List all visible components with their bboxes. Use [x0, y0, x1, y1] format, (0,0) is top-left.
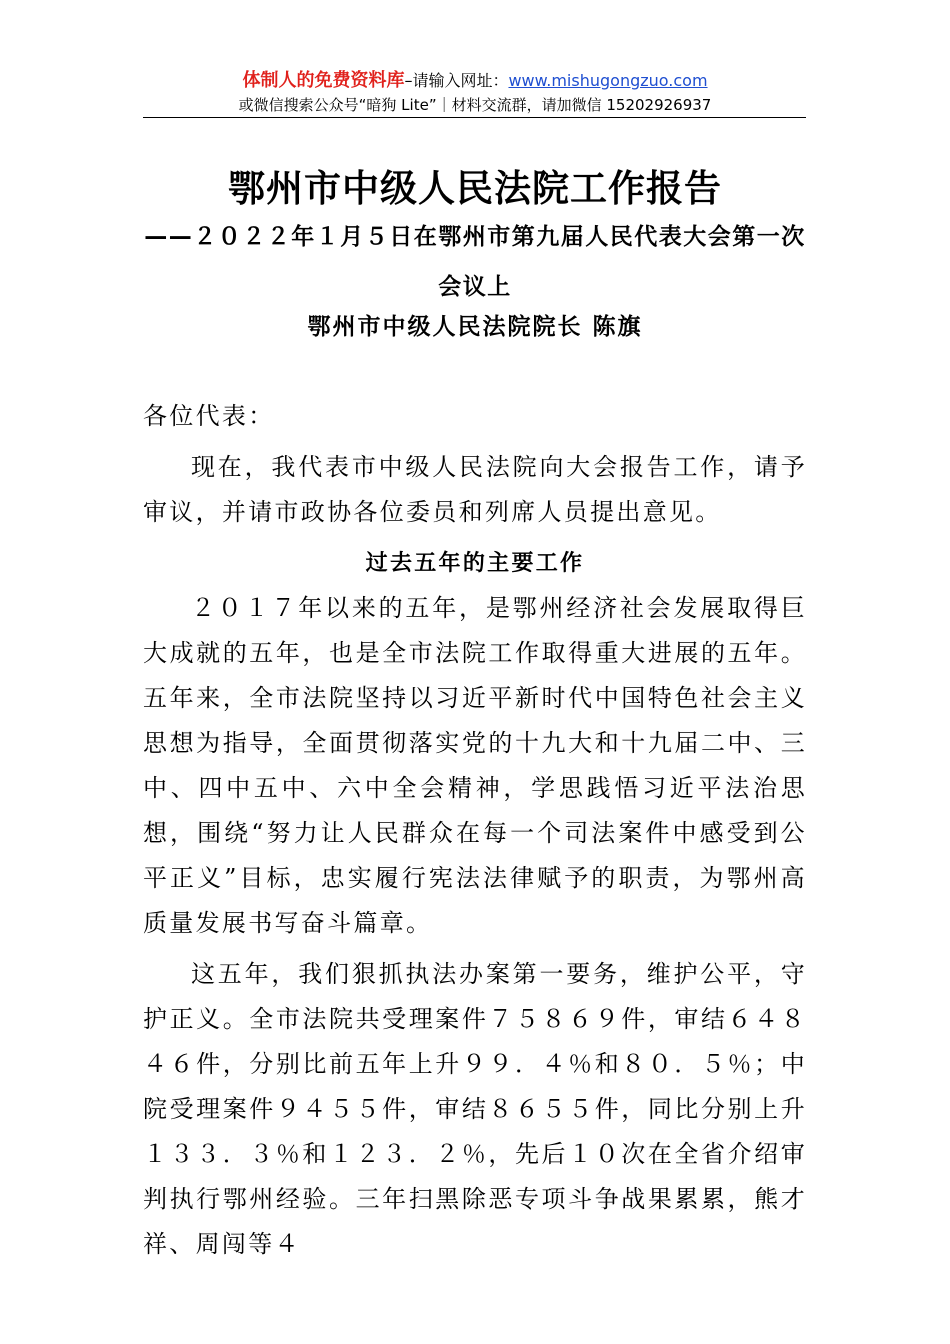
brand-name: 体制人的免费资料库 — [242, 70, 405, 91]
body-paragraph-1: ２０１７年以来的五年，是鄂州经济社会发展取得巨大成就的五年，也是全市法院工作取得重大进展的五年。五年来，全市法院坚持以习近平新时代中国特色社会主义思想为指导，全面贯彻落实党的十九大和十九届二中、三中、四中五中、六中全会精神，学思践悟习近平法治思想，围绕“努力让人民群众在每一个司法案件中感受到公平正义”目标，忠实履行宪法法律赋予的职责，为鄂州高质量发展书写奋斗篇章。 — [143, 594, 807, 937]
salutation: 各位代表： — [143, 402, 275, 430]
document-subtitle: ——２０２２年１月５日在鄂州市第九届人民代表大会第一次会议上 — [144, 224, 806, 300]
url-prompt: –请输入网址： — [404, 71, 509, 90]
intro-paragraph: 现在，我代表市中级人民法院向大会报告工作，请予审议，并请市政协各位委员和列席人员提出意见。 — [143, 453, 807, 526]
document-body — [143, 394, 807, 1267]
website-link[interactable]: www.mishugongzuo.com — [508, 71, 708, 90]
body-paragraph-2: 这五年，我们狠抓执法办案第一要务，维护公平，守护正义。全市法院共受理案件７５８６９件，审结６４８４６件，分别比前五年上升９９．４％和８０．５％；中院受理案件９４５５件，审结８６５５件，同比分别上升１３３．３％和１２３．２％，先后１０次在全省介绍审判执行鄂州经验。三年扫黑除恶专项斗争战果累累，熊才祥、周闯等４ — [143, 960, 807, 1258]
section-heading: 过去五年的主要工作 — [365, 551, 585, 576]
watermark-header — [0, 68, 950, 116]
document-title: 鄂州市中级人民法院工作报告 — [228, 166, 722, 210]
header-line-1 — [0, 68, 950, 94]
header-divider — [143, 117, 806, 118]
header-line-2: 或微信搜索公众号“暗狗 Lite”｜材料交流群，请加微信 15202926937 — [238, 96, 712, 114]
document-author: 鄂州市中级人民法院院长 陈旗 — [307, 314, 643, 340]
